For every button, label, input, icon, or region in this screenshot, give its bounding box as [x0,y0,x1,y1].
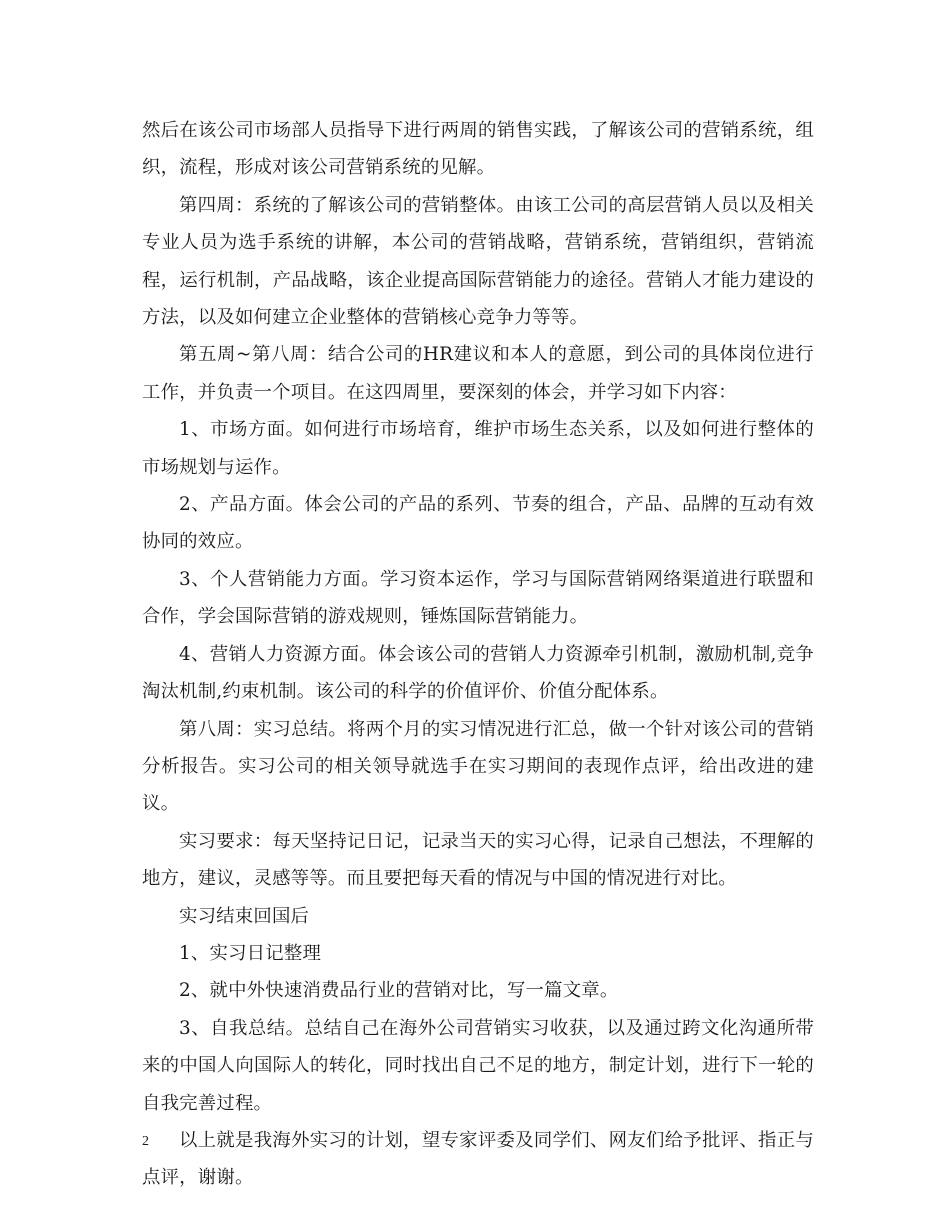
paragraph: 实习结束回国后 [179,905,310,927]
paragraph: 3、自我总结。总结自己在海外公司营销实习收获，以及通过跨文化沟通所带来的中国人向国际人的转化，同时找出自己不足的地方，制定计划，进行下一轮的自我完善过程。 [142,1017,814,1114]
paragraph: 第八周：实习总结。将两个月的实习情况进行汇总，做一个针对该公司的营销分析报告。实习公司的相关领导就选手在实习期间的表现作点评，给出改进的建议。 [142,718,814,815]
document-body [142,112,814,1197]
paragraph: 1、市场方面。如何进行市场培育，维护市场生态关系，以及如何进行整体的市场规划与运作。 [142,419,814,478]
paragraph: 以上就是我海外实习的计划，望专家评委及同学们、网友们给予批评、指正与点评，谢谢。 [142,1129,814,1189]
paragraph: 第五周~第八周：结合公司的HR建议和本人的意愿，到公司的具体岗位进行工作，并负责一个项目。在这四周里，要深刻的体会，并学习如下内容： [142,344,814,403]
paragraph: 3、个人营销能力方面。学习资本运作，学习与国际营销网络渠道进行联盟和合作，学会国际营销的游戏规则，锤炼国际营销能力。 [142,568,814,628]
paragraph: 实习要求：每天坚持记日记，记录当天的实习心得，记录自己想法，不理解的地方，建议，灵感等等。而且要把每天看的情况与中国的情况进行对比。 [142,830,814,890]
paragraph: 1、实习日记整理 [179,942,322,964]
page-number: 2 [142,1134,149,1149]
paragraph: 2、产品方面。体会公司的产品的系列、节奏的组合，产品、品牌的互动有效协同的效应。 [142,494,814,553]
paragraph: 第四周：系统的了解该公司的营销整体。由该工公司的高层营销人员以及相关专业人员为选手系统的讲解，本公司的营销战略，营销系统，营销组织，营销流程，运行机制，产品战略，该企业提高国际营销能力的途径。营销人才能力建设的方法，以及如何建立企业整体的营销核心竞争力等等。 [142,194,814,329]
paragraph: 2、就中外快速消费品行业的营销对比，写一篇文章。 [179,980,619,1002]
paragraph: 然后在该公司市场部人员指导下进行两周的销售实践，了解该公司的营销系统，组织，流程，形成对该公司营销系统的见解。 [142,120,814,179]
paragraph: 4、营销人力资源方面。体会该公司的营销人力资源牵引机制，激励机制,竞争淘汰机制,约束机制。该公司的科学的价值评价、价值分配体系。 [142,643,814,703]
